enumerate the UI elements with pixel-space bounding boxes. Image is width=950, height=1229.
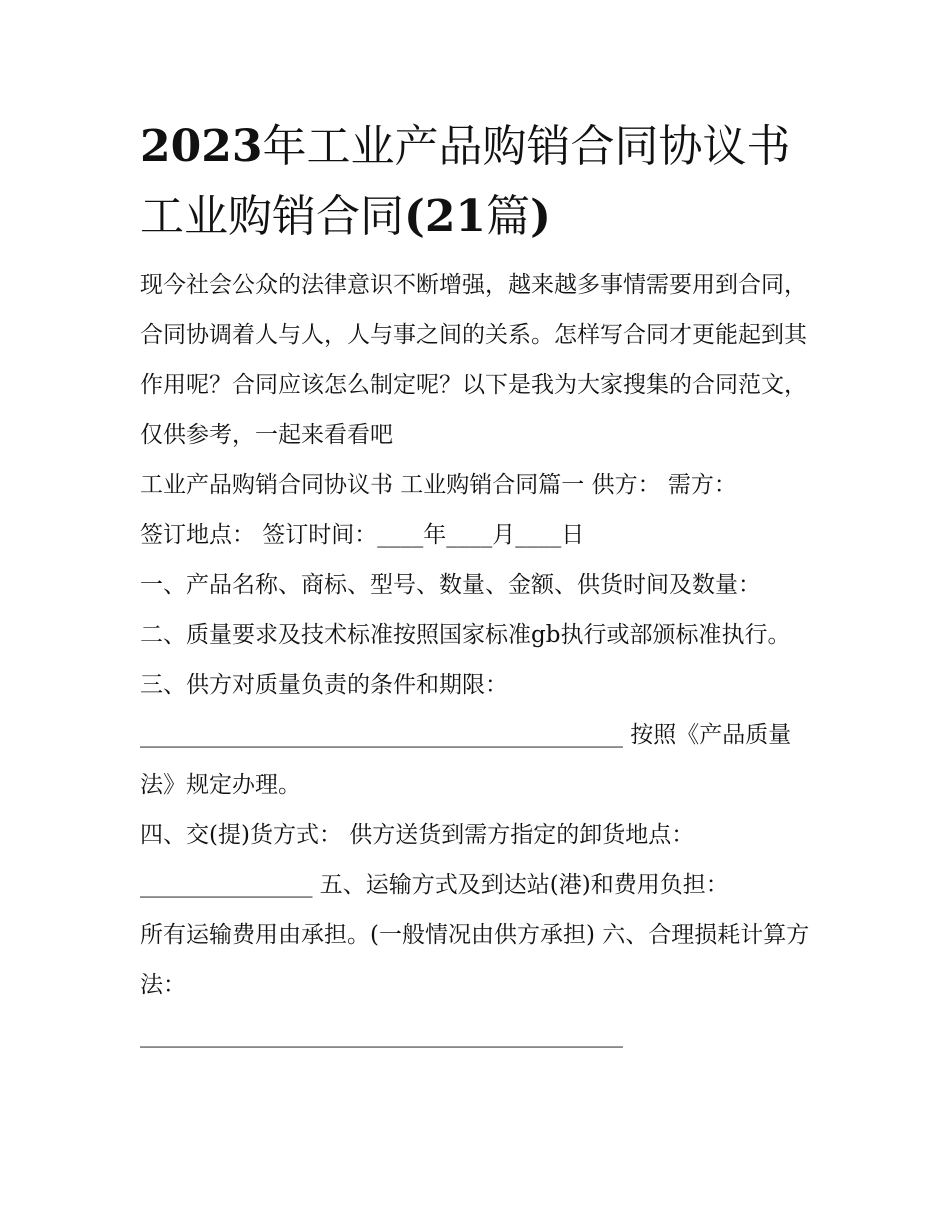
- title-count-unit: 篇: [486, 191, 531, 242]
- intro-paragraph: 现今社会公众的法律意识不断增强，越来越多事情需要用到合同，合同协调着人与人，人与事之间的关系。怎样写合同才更能起到其作用呢？合同应该怎么制定呢？以下是我为大家搜集的合同范文，仅供参考，一起来看看吧: [140, 272, 807, 448]
- signing-line: 签订地点： 签订时间：____年____月____日: [140, 522, 585, 548]
- title-year: 2023: [140, 121, 263, 172]
- clause-4: 四、交(提)货方式： 供方送货到需方指定的卸货地点：: [140, 822, 695, 848]
- clause-3-blank: __________________________________________ 按照《产品质量法》规定办理。: [140, 722, 792, 798]
- clause-6: 所有运输费用由承担。(一般情况由供方承担) 六、合理损耗计算方法：: [140, 922, 810, 998]
- title-count-open: (21: [404, 191, 487, 242]
- clause-5: _______________ 五、运输方式及到达站(港)和费用负担：: [140, 872, 729, 898]
- title-count-close: ): [530, 191, 551, 242]
- clause-2-3: 二、质量要求及技术标准按照国家标准gb执行或部颁标准执行。 三、供方对质量负责的条件和期限：: [140, 622, 791, 698]
- document-title: [140, 112, 820, 252]
- clause-1: 一、产品名称、商标、型号、数量、金额、供货时间及数量：: [140, 572, 761, 598]
- parties-line: 工业产品购销合同协议书 工业购销合同篇一 供方： 需方：: [140, 472, 737, 498]
- clause-6-blank: __________________________________________: [140, 1022, 623, 1048]
- document-page: [140, 112, 820, 1060]
- title-text: 年工业产品购销合同协议书 工业购销合同: [140, 121, 791, 242]
